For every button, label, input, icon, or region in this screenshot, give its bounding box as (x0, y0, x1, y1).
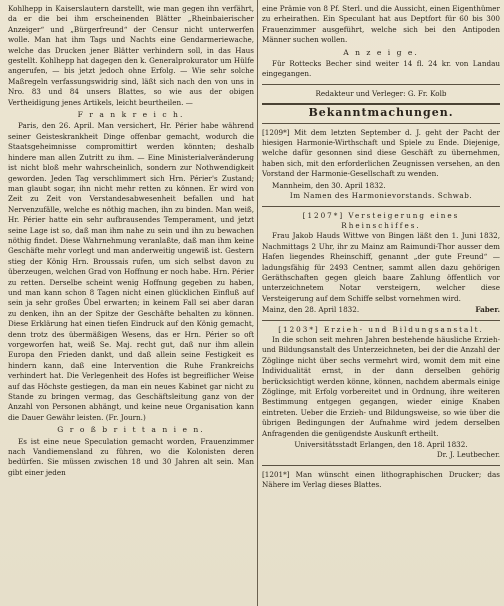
announcements-title: Bekanntmachungen. (308, 106, 454, 120)
separator (262, 465, 500, 466)
right-column (262, 4, 500, 491)
editor-line: Redakteur und Verleger: G. Fr. Kolb (315, 88, 447, 98)
notice-text: Für Rottecks Becher sind weiter 14 fl. 24 kr. von Landau eingegangen. (262, 59, 500, 79)
ad-ship-signature: Faber. (475, 305, 500, 315)
ad-ship-date: Mainz, den 28. April 1832. (262, 305, 360, 315)
heading-france: F r a n k r e i c h. (77, 110, 185, 120)
separator (262, 123, 500, 124)
ad-school-signature: Dr. J. Leutbecher. (436, 450, 500, 460)
ad-harmonie-text: [1209*] Mit dem letzten September d. J. geht der Pacht der hiesigen Harmonie-Wirthschaft und Spiele zu Ende. Diejenige, welche dafür gesonnen sind diese Geschäft zu übernehmen, haben sich, mit den erforderlichen Zeugnissen versehen, an den Vorstand der Harmonie-Gesellschaft zu wenden. (262, 127, 500, 179)
ad-harmonie-signature: Im Namen des Harmonievorstands. Schwab. (289, 191, 473, 201)
separator (262, 206, 500, 207)
ad-school-date: Universitätsstadt Erlangen, den 18. April 1832. (294, 440, 468, 450)
ad-ship-text: Frau Jakob Hauds Wittwe von Bingen läßt den 1. Juni 1832, Nachmittags 2 Uhr, ihr zu Mainz am Raimundi-Thor ausser dem Hafen liegendes Rheinschiff, genannt „der gute Freund“ — ladungsfähig für 2493 Centner, sammt allen dazu gehörigen Geräthschaften gegen gleich baare Zahlung öffentlich vor unterzeichnetem Notar versteigern, welcher diese Versteigerung auf dem Schiffe selbst vornehmen wird. (262, 231, 500, 303)
article-great-britain: Es ist eine neue Speculation gemacht worden, Frauenzimmer nach Vandiemensland zu führen, wo die Kolonisten deren bedürfen. Sie müssen zwischen 18 und 30 Jahren alt sein. Man gibt einer jeden (8, 436, 254, 477)
ad-printer-text: [1201*] Man wünscht einen lithographischen Drucker; das Nähere im Verlag dieses Blattes. (262, 469, 500, 490)
column-divider (257, 0, 258, 606)
notice-title: A n z e i g e. (343, 47, 419, 57)
separator (262, 320, 500, 321)
article-kohlhepp: Kohlhepp in Kaiserslautern darstellt, wie man gegen ihn verfährt, da er die bei ihm erscheinenden Blätter „Rheinbaierischer Anzeiger“ und „Bürgerfreund“ der Censur nicht unterwerfen wolle. Man hat ihm Tags und Nachts eine Gendarmeriewache, welche das Drucken jener Blätter verhindern soll, in das Haus gestellt. Kohlhepp hat dagegen den k. Generalprokurator um Hülfe angerufen, — bis jetzt jedoch ohne Erfolg. — Wie sehr solche Maßregeln verfassungswidrig sind, läßt sich nach den von uns in Nro. 83 und 84 unsers Blattes, so wie aus der obigen Vertheidigung jenes Artikels, leicht beurtheilen. — (8, 4, 254, 107)
left-column (8, 4, 254, 478)
separator-thick (262, 103, 500, 105)
separator (262, 84, 500, 85)
ad-school-text: In die schon seit mehren Jahren bestehende häusliche Erzieh- und Bildungsanstalt des Unterzeichneten, bei der die Anzahl der Zöglinge nicht über sechs vermehrt wird, womit dem mit eine Individualität ernst, in der dann derselben gehörig berücksichtigt werden könne, können, nachdem abermals einige Zöglinge, mit Erfolg vorbereitet und in Ordnung, ihre weiteren Bestimmung entgegen gegangen, wieder einige Knaben eintreten. Ueber die Erzieh- und Bildungsweise, so wie über die übrigen Bedingungen der Aufnahme wird jedem derselben Anfragenden die genügendste Auskunft ertheilt. (262, 334, 500, 438)
article-continuation: eine Prämie von 8 Pf. Sterl. und die Aussicht, einen Eigenthümer zu erheirathen. Ein Speculant hat aus Deptfort für 60 bis 300 Frauenzimmer ausgeführt, welche sich bei den Antipoden Männer suchen wollen. (262, 4, 500, 45)
heading-great-britain: G r o ß b r i t t a n i e n. (57, 425, 205, 435)
ad-ship-heading: [1207*] Versteigerung eines Rheinschiffes. (302, 210, 460, 230)
ad-harmonie-date: Mannheim, den 30. April 1832. (272, 180, 386, 190)
article-france: Paris, den 26. April. Man versichert, Hr. Périer habe während seiner Geisteskrankheit Dinge offenbar gemacht, wodurch die Staatsgeheimnisse compromittirt werden könnten; deshalb hindere man allen Zutritt zu ihm. — Eine Ministerialveränderung ist nicht bloß mehr wahrscheinlich, sondern zur Nothwendigkeit geworden. Jeden Tag verschlimmert sich Hrn. Périer's Zustand; man glaubt sogar, ihn nicht mehr retten zu können. Er wird von Zeit zu Zeit von Verstandesabwesenheit befallen und hat Nervenzufälle, welche es nöthig machen, ihn zu binden. Man weiß, Hr. Périer hatte ein sehr aufbrausendes Temperament, und jetzt seine Lage ist so, daß man ihm nahe zu sein und ihn zu bewachen nöthig findet. Diese Wahrnehmung veranlaßte, daß man ihm keine Geschäfte mehr vorlegt und man anderweitig ungewiß ist. Gestern stieg der König Hrn. Broussais rufen, um sich selbst davon zu überzeugen, welchen Grad von Hoffnung er noch habe. Hrn. Périer zu retten. Derselbe scheint wenig Hoffnung gegeben zu haben, und man kann schon 8 Tagen nicht einen glücklichen Einfluß auf sein ja sehr großes Übel erwarten; in keinem Fall sei aber daran zu denken, ihn an der Spitze der Geschäfte behalten zu können. Diese Erklärung hat einen tiefen Eindruck auf den König gemacht, denn trotz des übermäßigen Wesens, das er Hrn. Périer so oft vorgeworfen hat, weiß Se. Maj. recht gut, daß nur ihm allein Europa den Frieden dankt, und daß allein seine Festigkeit es hindern kann, daß eine Intervention die Ruhe Frankreichs verhindert hat. Die Verlegenheit des Hofes ist begreiflicher Weise auf das Höchste gestiegen, da man ein neues Kabinet gar nicht zu Stande zu bringen vermag, das Geschäftsleitung ganz von der Anzahl von Personen abhängt, und keine neue Organisation kann die Dauer Gewähr leisten. (Fr. Journ.) (8, 121, 254, 422)
ad-school-heading: [1203*] Erzieh- und Bildungsanstalt. (278, 324, 484, 334)
